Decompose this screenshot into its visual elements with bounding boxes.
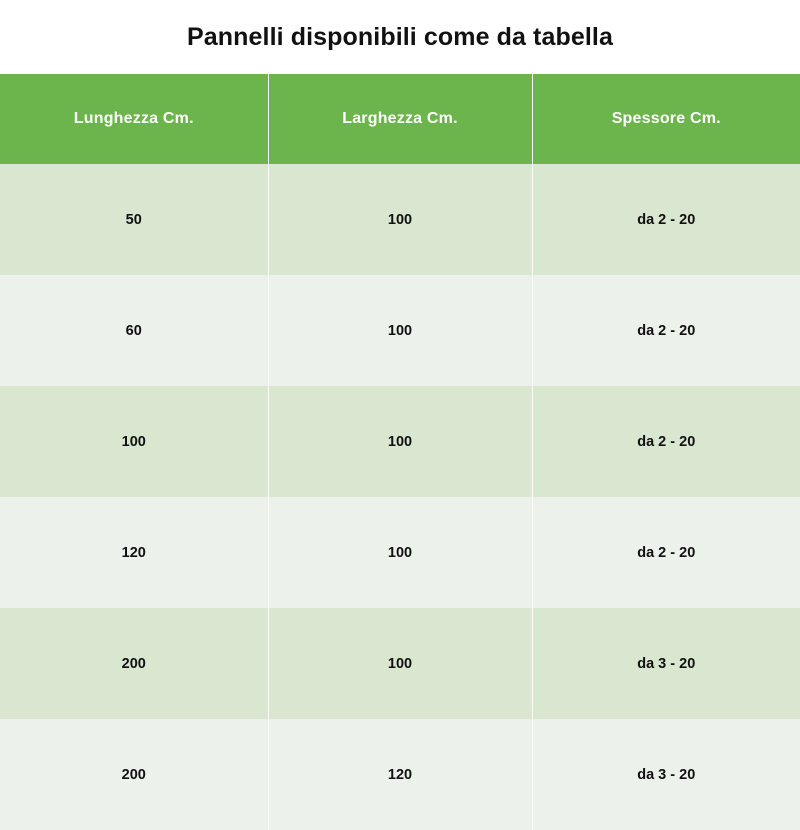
table-body — [0, 164, 800, 830]
cell-lunghezza: 120 — [0, 497, 268, 608]
table-row — [0, 608, 800, 719]
cell-lunghezza: 50 — [0, 164, 268, 275]
column-header-larghezza: Larghezza Cm. — [268, 74, 532, 164]
cell-spessore: da 2 - 20 — [532, 275, 800, 386]
table-row — [0, 386, 800, 497]
table-header — [0, 74, 800, 164]
cell-larghezza: 100 — [268, 386, 532, 497]
cell-lunghezza: 100 — [0, 386, 268, 497]
cell-larghezza: 100 — [268, 164, 532, 275]
table-row — [0, 275, 800, 386]
cell-spessore: da 3 - 20 — [532, 608, 800, 719]
cell-larghezza: 100 — [268, 275, 532, 386]
table-row — [0, 719, 800, 830]
cell-lunghezza: 200 — [0, 719, 268, 830]
cell-larghezza: 100 — [268, 497, 532, 608]
column-header-spessore: Spessore Cm. — [532, 74, 800, 164]
cell-spessore: da 2 - 20 — [532, 386, 800, 497]
table-header-row — [0, 74, 800, 164]
table-row — [0, 164, 800, 275]
cell-spessore: da 2 - 20 — [532, 164, 800, 275]
panels-table — [0, 74, 800, 830]
cell-spessore: da 2 - 20 — [532, 497, 800, 608]
page-title: Pannelli disponibili come da tabella — [187, 23, 613, 51]
cell-lunghezza: 200 — [0, 608, 268, 719]
cell-larghezza: 100 — [268, 608, 532, 719]
cell-spessore: da 3 - 20 — [532, 719, 800, 830]
cell-larghezza: 120 — [268, 719, 532, 830]
table-row — [0, 497, 800, 608]
cell-lunghezza: 60 — [0, 275, 268, 386]
column-header-lunghezza: Lunghezza Cm. — [0, 74, 268, 164]
